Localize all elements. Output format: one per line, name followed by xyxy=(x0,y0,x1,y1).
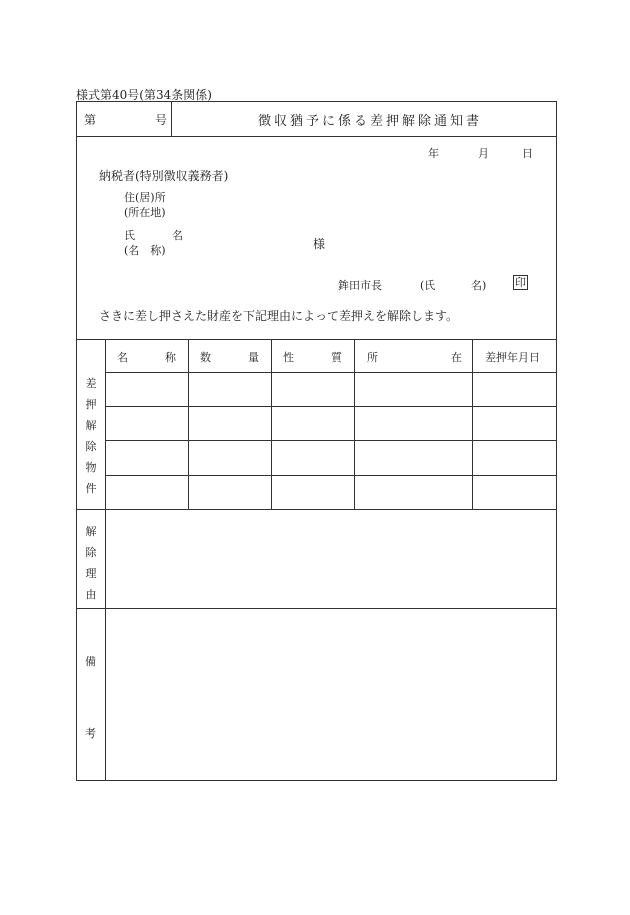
reason-field[interactable] xyxy=(106,510,556,608)
remarks-label-first: 備 xyxy=(85,655,96,668)
table-cell[interactable] xyxy=(355,476,472,509)
col-seizure-date: 差押年月日 xyxy=(485,351,540,364)
name-label-first: 氏 xyxy=(124,229,135,242)
property-top-line xyxy=(76,339,557,340)
table-cell[interactable] xyxy=(106,407,188,440)
form-label: 様式第40号(第34条関係) xyxy=(76,88,212,102)
table-cell[interactable] xyxy=(106,441,188,475)
taxpayer-label: 納税者(特別徴収義務者) xyxy=(99,169,229,183)
reason-side-label: 解除理由 xyxy=(85,525,97,601)
table-cell[interactable] xyxy=(355,441,472,475)
col-nature-second: 質 xyxy=(331,351,342,364)
remarks-field[interactable] xyxy=(106,609,556,780)
header-bottom-line xyxy=(76,136,557,137)
date-day-label: 日 xyxy=(522,147,533,160)
col-name-first: 名 xyxy=(117,351,128,364)
date-year-label: 年 xyxy=(428,147,439,160)
number-field[interactable] xyxy=(100,108,150,128)
table-cell[interactable] xyxy=(189,476,271,509)
date-month-label: 月 xyxy=(478,147,489,160)
table-cell[interactable] xyxy=(272,441,354,475)
col-place-first: 所 xyxy=(367,351,378,364)
remarks-label-second: 考 xyxy=(85,727,96,740)
table-cell[interactable] xyxy=(473,441,556,475)
number-suffix: 号 xyxy=(155,113,168,127)
col-nature-first: 性 xyxy=(283,351,294,364)
table-row xyxy=(106,476,556,509)
table-cell[interactable] xyxy=(106,476,188,509)
sender-name-close: 名) xyxy=(471,279,487,292)
table-cell[interactable] xyxy=(473,476,556,509)
honorific: 様 xyxy=(313,237,326,251)
table-cell[interactable] xyxy=(272,373,354,406)
table-cell[interactable] xyxy=(189,441,271,475)
location-label: (所在地) xyxy=(124,206,166,219)
table-row xyxy=(106,373,556,406)
table-row xyxy=(106,441,556,475)
col-place-second: 在 xyxy=(451,351,462,364)
table-cell[interactable] xyxy=(189,407,271,440)
name-alt-label: (名 称) xyxy=(124,244,166,257)
number-prefix: 第 xyxy=(84,113,97,127)
table-row xyxy=(106,407,556,440)
mayor-label: 鉾田市長 xyxy=(338,279,382,292)
table-cell[interactable] xyxy=(473,373,556,406)
header-divider xyxy=(171,101,172,137)
col-name-second: 称 xyxy=(165,351,176,364)
table-cell[interactable] xyxy=(189,373,271,406)
name-label-second: 名 xyxy=(172,229,183,242)
table-cell[interactable] xyxy=(355,373,472,406)
seal-mark xyxy=(513,275,528,290)
col-quantity-first: 数 xyxy=(200,351,211,364)
sender-name-open: (氏 xyxy=(420,279,436,292)
table-cell[interactable] xyxy=(272,407,354,440)
document-title: 徴収猶予に係る差押解除通知書 xyxy=(258,114,483,129)
statement-text: さきに差し押さえた財産を下記理由によって差押えを解除します。 xyxy=(99,309,459,323)
table-cell[interactable] xyxy=(473,407,556,440)
table-cell[interactable] xyxy=(355,407,472,440)
address-label: 住(居)所 xyxy=(124,191,166,204)
seal-icon: 印 xyxy=(515,276,526,289)
table-cell[interactable] xyxy=(106,373,188,406)
property-side-label: 差押解除物件 xyxy=(85,377,97,495)
table-cell[interactable] xyxy=(272,476,354,509)
col-quantity-second: 量 xyxy=(248,351,259,364)
